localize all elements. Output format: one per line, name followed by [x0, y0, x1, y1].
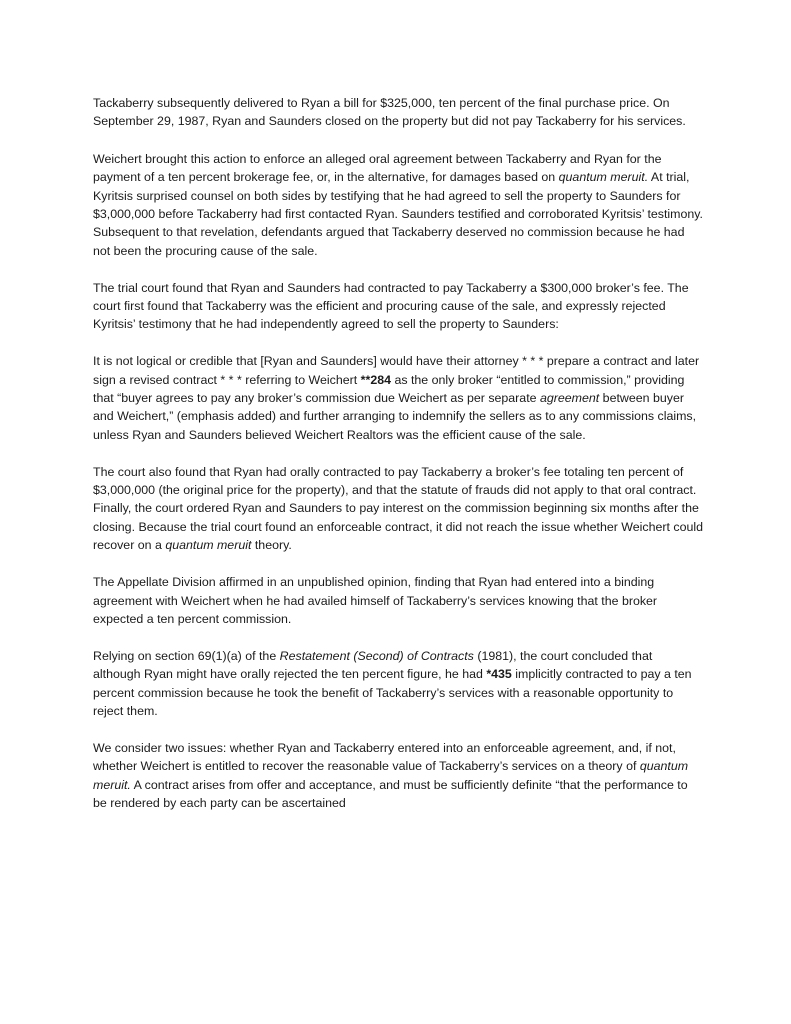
paragraph-text: It is not logical or credible that [Ryan and Saunders] would have their attorney * * * prepare a contract and later sign a revised contract * * * referring to Weichert: [93, 354, 700, 387]
paragraph-1: [93, 94, 703, 131]
document-page: [93, 94, 703, 831]
paragraph-text: between buyer and Weichert,” (emphasis added) and further arranging to indemnify the sellers as to any commissions claims, unless Ryan and Saunders believed Weichert Realtors was the efficient cause of the sale.: [93, 391, 697, 442]
italic-term: agreement: [539, 391, 600, 406]
paragraph-text: Tackaberry subsequently delivered to Ryan a bill for $325,000, ten percent of the final purchase price. On September 29, 1987, Ryan and Saunders closed on the property but did not pay Tackaberry for his services.: [93, 96, 686, 129]
paragraph-2: [93, 150, 703, 260]
paragraph-text: The trial court found that Ryan and Saunders had contracted to pay Tackaberry a $300,000 broker’s fee. The court first found that Tackaberry was the efficient and procuring cause of the sale, and expressly rejected Kyritsis’ testimony that he had independently agreed to sell the property to Saunders:: [93, 280, 689, 332]
paragraph-text: The Appellate Division affirmed in an unpublished opinion, finding that Ryan had entered into a binding agreement with Weichert when he had availed himself of Tackaberry’s services knowing that the broker expected a ten percent commission.: [93, 575, 658, 626]
paragraph-3: [93, 279, 703, 334]
italic-title: Restatement (Second) of Contracts: [279, 648, 474, 663]
page-marker: **284: [360, 372, 391, 387]
block-quote: [93, 352, 703, 444]
italic-term: quantum meruit.: [93, 759, 689, 792]
paragraph-text: implicitly contracted to pay a ten percent commission because he took the benefit of Tackaberry’s services with a reasonable opportunity to reject them.: [93, 667, 692, 718]
paragraph-6: [93, 573, 703, 628]
italic-term: quantum meruit.: [558, 170, 649, 185]
paragraph-text: At trial, Kyritsis surprised counsel on both sides by testifying that he had agreed to sell the property to Saunders for $3,000,000 before Tackaberry had first contacted Ryan. Saunders testified and corroborated Kyritsis’ testimony. Subsequent to that revelation, defendants argued that Tackaberry deserved no commission because he had not been the procuring cause of the sale.: [93, 170, 703, 258]
paragraph-text: Weichert brought this action to enforce an alleged oral agreement between Tackaberry and Ryan for the payment of a ten percent brokerage fee, or, in the alternative, for damages based on: [93, 151, 662, 185]
italic-term: quantum meruit: [165, 538, 252, 553]
paragraph-text: (1981), the court concluded that although Ryan might have orally rejected the ten percent figure, he had: [93, 648, 653, 682]
paragraph-text: theory.: [251, 538, 292, 553]
page-marker: *435: [486, 667, 512, 682]
paragraph-text: Relying on section 69(1)(a) of the: [93, 648, 280, 663]
paragraph-5: [93, 463, 703, 555]
paragraph-8: [93, 739, 703, 813]
paragraph-text: as the only broker “entitled to commission,” providing that “buyer agrees to pay any broker’s commission due Weichert as per separate: [93, 372, 685, 406]
paragraph-7: [93, 647, 703, 721]
paragraph-text: The court also found that Ryan had orally contracted to pay Tackaberry a broker’s fee totaling ten percent of $3,000,000 (the original price for the property), and that the statute of frauds did not apply to that oral contract. Finally, the court ordered Ryan and Saunders to pay interest on the commission beginning six months after the closing. Because the trial court found an enforceable contract, it did not reach the issue whether Weichert could recover on a: [93, 464, 704, 553]
paragraph-text: We consider two issues: whether Ryan and Tackaberry entered into an enforceable agreement, and, if not, whether Weichert is entitled to recover the reasonable value of Tackaberry’s services on a theory of: [93, 740, 676, 774]
paragraph-text: A contract arises from offer and acceptance, and must be sufficiently definite “that the performance to be rendered by each party can be ascertained: [93, 777, 688, 810]
